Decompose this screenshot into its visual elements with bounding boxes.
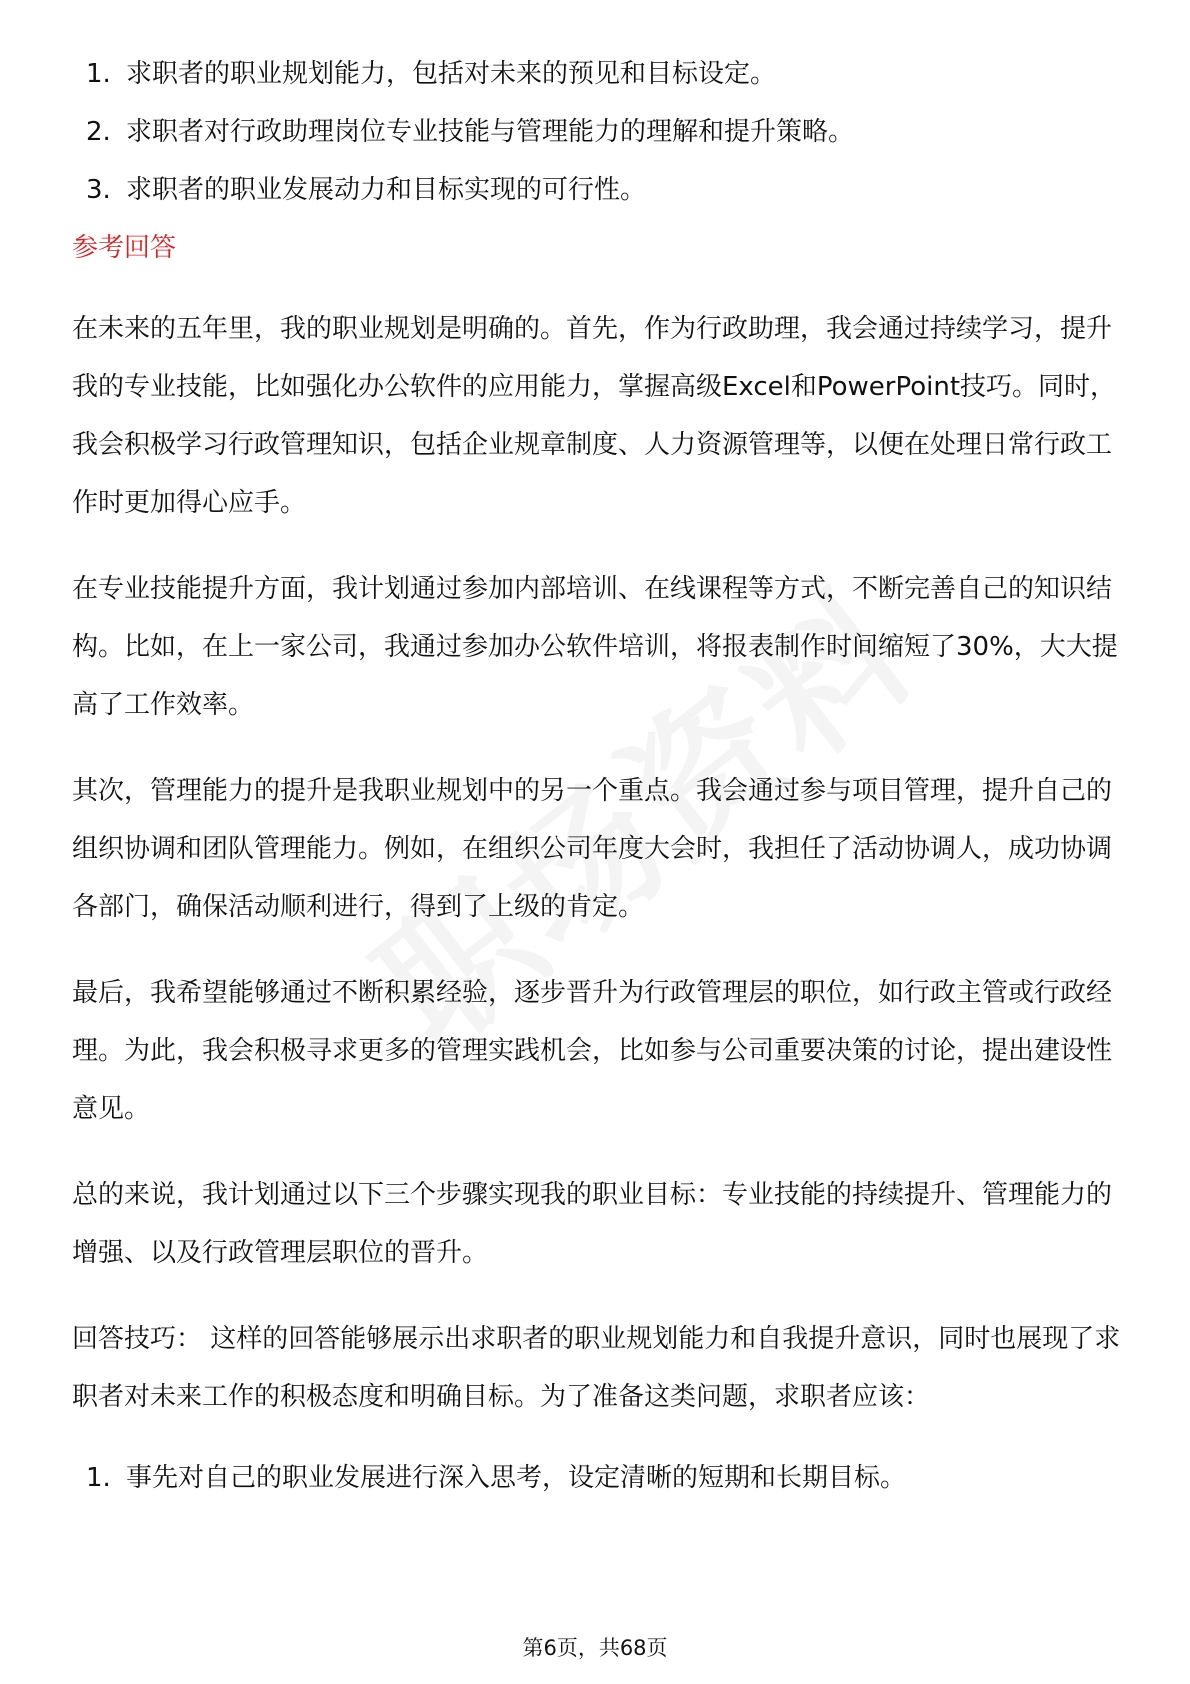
- answer-paragraph: 总的来说，我计划通过以下三个步骤实现我的职业目标：专业技能的持续提升、管理能力的增强、以及行政管理层职位的晋升。: [72, 1180, 1113, 1268]
- list-number: 2.: [86, 117, 111, 147]
- answer-paragraph: 在未来的五年里，我的职业规划是明确的。首先，作为行政助理，我会通过持续学习，提升我的专业技能，比如强化办公软件的应用能力，掌握高级Excel和PowerPoint技巧。同时，我会积极学习行政管理知识，包括企业规章制度、人力资源管理等，以便在处理日常行政工作时更加得心应手。: [72, 314, 1117, 518]
- answer-heading: 参考回答: [72, 233, 177, 263]
- list-item: [72, 56, 1132, 92]
- list-item-text: 求职者的职业规划能力，包括对未来的预见和目标设定。: [126, 59, 777, 89]
- list-item: [72, 114, 1132, 150]
- page-content: [72, 56, 1132, 1518]
- list-item-text: 求职者对行政助理岗位专业技能与管理能力的理解和提升策略。: [126, 117, 855, 147]
- page-footer: 第6页，共68页: [522, 1636, 668, 1660]
- list-item: [72, 1460, 1132, 1496]
- list-item-text: 求职者的职业发展动力和目标实现的可行性。: [126, 175, 647, 205]
- tips-list: [72, 1460, 1132, 1496]
- list-number: 1.: [86, 1463, 111, 1493]
- answer-paragraph: 最后，我希望能够通过不断积累经验，逐步晋升为行政管理层的职位，如行政主管或行政经理。为此，我会积极寻求更多的管理实践机会，比如参与公司重要决策的讨论，提出建设性意见。: [72, 978, 1113, 1124]
- list-item: [72, 172, 1132, 208]
- answer-paragraph: 在专业技能提升方面，我计划通过参加内部培训、在线课程等方式，不断完善自己的知识结构。比如，在上一家公司，我通过参加办公软件培训，将报表制作时间缩短了30%，大大提高了工作效率。: [72, 574, 1118, 720]
- list-number: 3.: [86, 175, 111, 205]
- list-number: 1.: [86, 59, 111, 89]
- answer-paragraph: 其次，管理能力的提升是我职业规划中的另一个重点。我会通过参与项目管理，提升自己的组织协调和团队管理能力。例如，在组织公司年度大会时，我担任了活动协调人，成功协调各部门，确保活动顺利进行，得到了上级的肯定。: [72, 776, 1113, 922]
- criteria-list: [72, 56, 1132, 208]
- list-item-text: 事先对自己的职业发展进行深入思考，设定清晰的短期和长期目标。: [126, 1463, 907, 1493]
- tips-paragraph: 回答技巧： 这样的回答能够展示出求职者的职业规划能力和自我提升意识，同时也展现了求职者对未来工作的积极态度和明确目标。为了准备这类问题，求职者应该：: [72, 1324, 1121, 1412]
